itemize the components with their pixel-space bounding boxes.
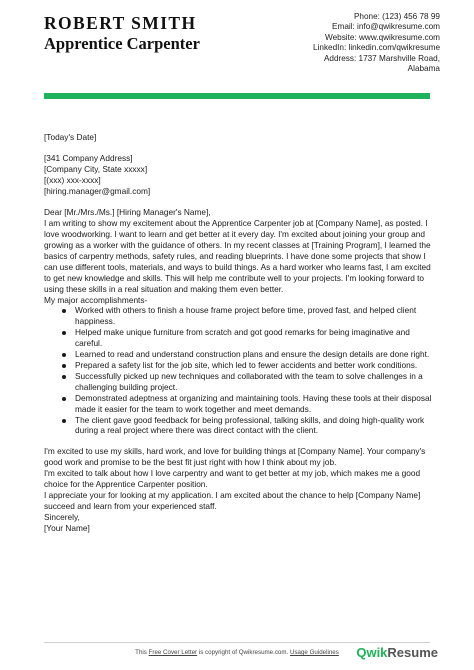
recipient-phone: [(xxx) xxx-xxxx] — [44, 175, 101, 186]
list-item: Learned to read and understand construction plans and ensure the design details are done right. — [62, 349, 434, 360]
closing: Sincerely, — [44, 511, 80, 522]
contact-email: Email: info@qwikresume.com — [332, 22, 440, 32]
recipient-city-state: [Company City, State xxxxx] — [44, 164, 148, 175]
footer-divider — [44, 642, 430, 643]
paragraph-skills: I'm excited to use my skills, hard work, and love for building things at [Company Name]. Your company's good work and promise to be the best fit just right with how I think about my job. — [44, 446, 426, 468]
qwikresume-logo[interactable]: QwikResume — [356, 645, 438, 660]
list-item: Worked with others to finish a house frame project before time, proved fast, and helped client happiness. — [62, 305, 434, 327]
footer: This Free Cover Letter is copyright of Qwikresume.com. Usage Guidelines — [135, 649, 339, 656]
list-item: Successfully picked up new techniques and collaborated with the team to solve challenges in a challenging building project. — [62, 371, 434, 393]
contact-address-line1: Address: 1737 Marshville Road, — [323, 53, 440, 63]
recipient-email: [hiring.manager@gmail.com] — [44, 186, 151, 197]
contact-website: Website: www.qwikresume.com — [325, 32, 440, 42]
free-cover-letter-link[interactable]: Free Cover Letter — [148, 649, 198, 656]
usage-guidelines-link[interactable]: Usage Guidelines — [289, 649, 339, 656]
list-item: Helped make unique furniture from scratch and got good remarks for being imaginative and careful. — [62, 327, 434, 349]
recipient-company-address: [341 Company Address] — [44, 153, 133, 164]
signature-name: [Your Name] — [44, 522, 90, 533]
bullet-icon — [62, 353, 66, 357]
list-item: The client gave good feedback for being professional, talking skills, and doing high-quality work during a real project where there was direct contact with the client. — [62, 415, 434, 437]
recipient-address — [44, 153, 434, 197]
contact-linkedin: LinkedIn: linkedin.com/qwikresume — [313, 43, 440, 53]
bullet-icon — [62, 397, 66, 401]
letter-date: [Today's Date] — [44, 132, 97, 142]
bullet-icon — [62, 309, 66, 313]
contact-phone: Phone: (123) 456 78 99 — [353, 12, 440, 21]
applicant-name: ROBERT SMITH — [44, 13, 197, 33]
letter-body — [44, 132, 434, 534]
contact-block — [260, 12, 440, 74]
date-line — [44, 132, 434, 143]
header-accent-bar — [44, 93, 430, 99]
bullet-icon — [62, 364, 66, 368]
applicant-role: Apprentice Carpenter — [44, 34, 200, 53]
paragraph-thanks: I appreciate your for looking at my application. I am excited about the chance to help [Company Name] succeed and learn from your experienced staff. — [44, 489, 421, 511]
bullet-icon — [62, 331, 66, 335]
salutation: Dear [Mr./Mrs./Ms.] [Hiring Manager's Name], — [44, 207, 211, 218]
list-item: Prepared a safety list for the job site, which led to fewer accidents and better work conditions. — [62, 360, 434, 371]
bullet-icon — [62, 375, 66, 379]
accomplishments-list — [44, 305, 434, 436]
paragraph-passion: I'm excited to talk about how I love carpentry and want to get better at my job, which makes me a good choice for the Apprentice Carpenter position. — [44, 468, 421, 490]
bullet-icon — [62, 419, 66, 423]
accomplishments-heading: My major accomplishments- — [44, 294, 148, 305]
contact-address-line2: Alabama — [407, 64, 440, 74]
intro-paragraph: I am writing to show my excitement about the Apprentice Carpenter job at [Company Name], as posted. I love woodworking. I want to learn and get better at it every day. I'm excited about joining your group and growing as a worker with the guidance of others. In my recent classes at [Training Program], I learned the basics of carpentry methods, safety rules, and reading blueprints. I have done some projects that show I can use different tools, materials, and ways to build things. As a hard worker who learns fast, I am excited to get new knowledge and skills. This will help me contribute well to your projects. I'm looking forward to using these skills in a real situation and making them even better. — [44, 218, 431, 294]
list-item: Demonstrated adeptness at organizing and maintaining tools. Having these tools at their disposal made it easier for the team to work together and meet demands. — [62, 393, 434, 415]
